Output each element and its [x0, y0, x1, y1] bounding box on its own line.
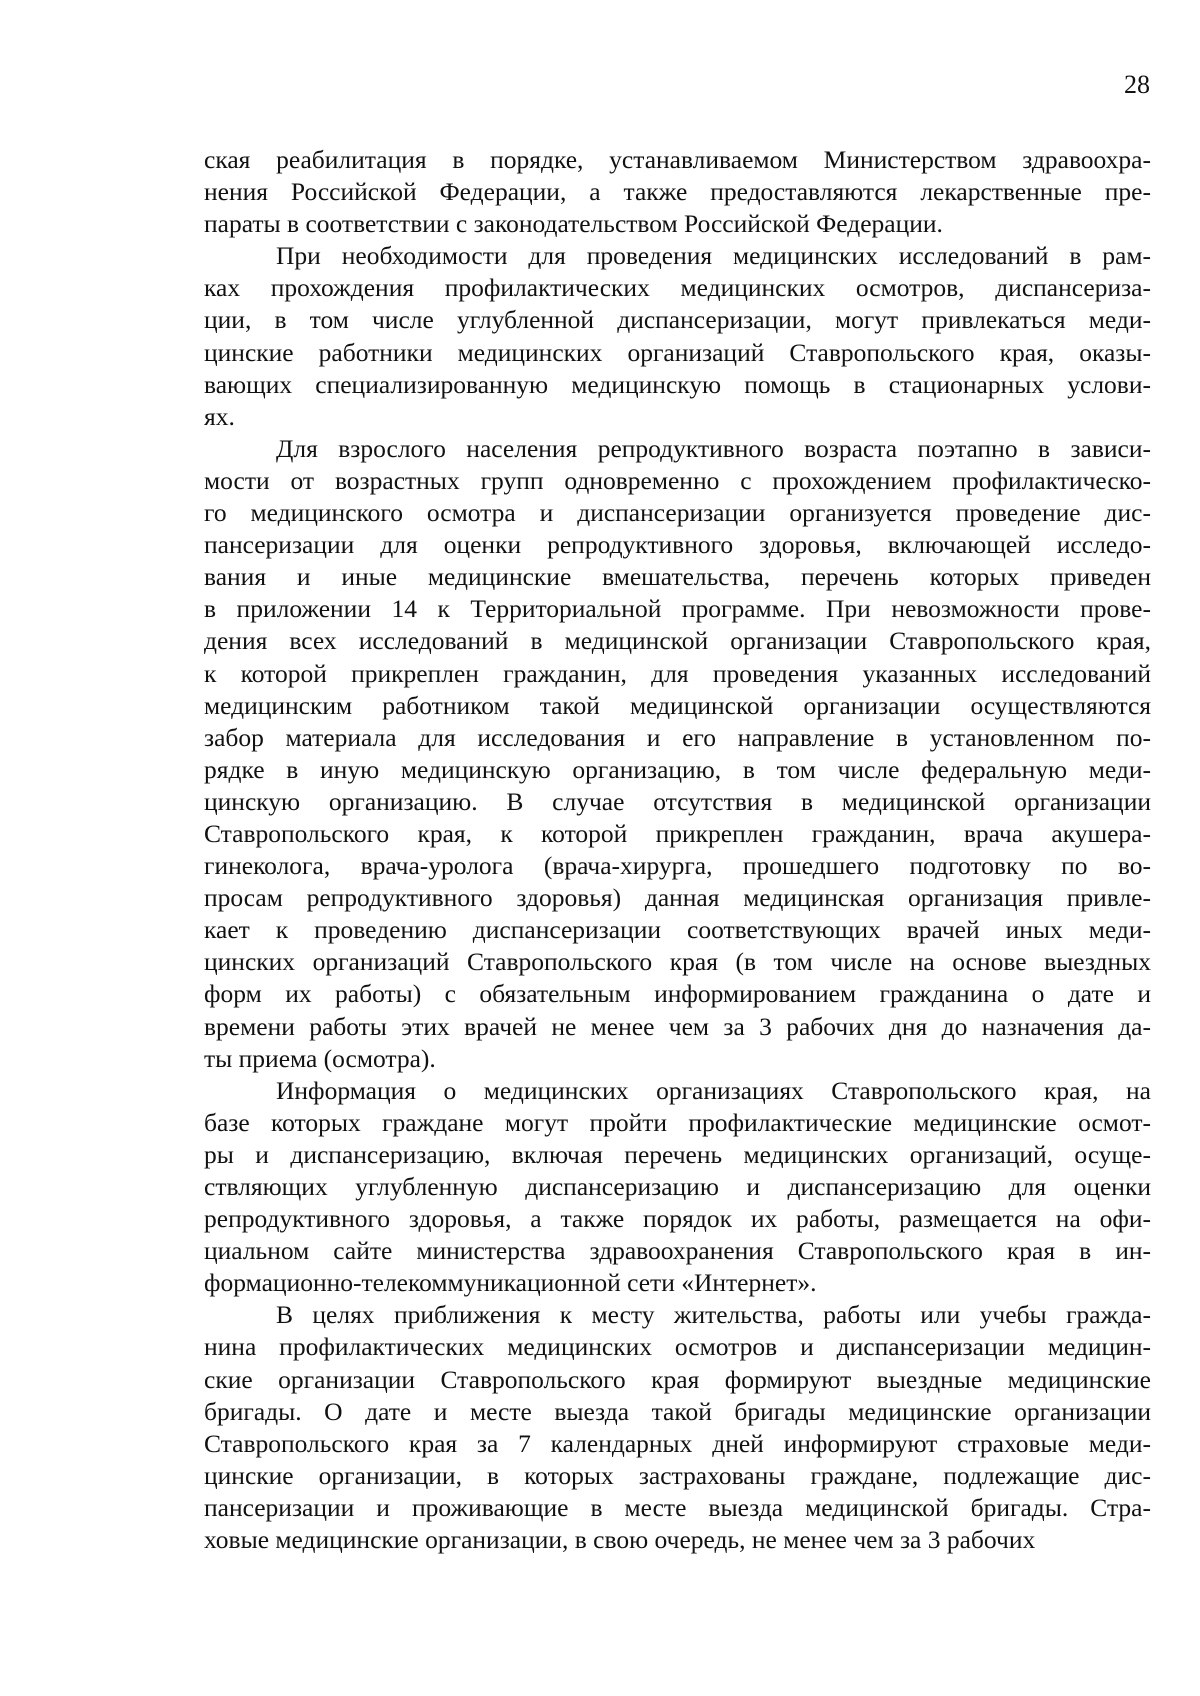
paragraph	[204, 1299, 1151, 1556]
text-line: Ставропольского края, к которой прикреплен гражданин, врача акушера-	[204, 818, 1151, 848]
text-line: забор материала для исследования и его направление в установленном по-	[204, 722, 1151, 752]
text-line: нения Российской Федерации, а также предоставляются лекарственные пре-	[204, 177, 1151, 207]
text-line: циальном сайте министерства здравоохранения Ставропольского края в ин-	[204, 1236, 1151, 1266]
page-number: 28	[1124, 70, 1150, 99]
document-body	[204, 144, 1151, 1556]
text-line: мости от возрастных групп одновременно с прохождением профилактическо-	[204, 465, 1151, 495]
text-line: вания и иные медицинские вмешательства, перечень которых приведен	[204, 562, 1151, 592]
text-line: вающих специализированную медицинскую помощь в стационарных услови-	[204, 369, 1151, 399]
text-line: пансеризации для оценки репродуктивного здоровья, включающей исследо-	[204, 530, 1151, 560]
text-line: цинских организаций Ставропольского края (в том числе на основе выездных	[204, 947, 1151, 977]
paragraph	[204, 144, 1151, 240]
text-line: цинские работники медицинских организаций Ставропольского края, оказы-	[204, 337, 1151, 367]
text-line: ты приема (осмотра).	[204, 1043, 436, 1073]
text-line: го медицинского осмотра и диспансеризации организуется проведение дис-	[204, 498, 1151, 528]
text-line: медицинским работником такой медицинской организации осуществляются	[204, 690, 1151, 720]
text-line: к которой прикреплен гражданин, для проведения указанных исследований	[204, 658, 1151, 688]
text-line: параты в соответствии с законодательством Российской Федерации.	[204, 209, 943, 239]
text-line: рядке в иную медицинскую организацию, в том числе федеральную меди-	[204, 754, 1151, 784]
text-line: При необходимости для проведения медицинских исследований в рам-	[276, 241, 1151, 271]
paragraph	[204, 240, 1151, 433]
text-line: В целях приближения к месту жительства, работы или учебы гражда-	[276, 1300, 1151, 1330]
text-line: ях.	[204, 401, 235, 431]
text-line: цинскую организацию. В случае отсутствия в медицинской организации	[204, 786, 1151, 816]
text-line: репродуктивного здоровья, а также порядок их работы, размещается на офи-	[204, 1204, 1151, 1234]
text-line: дения всех исследований в медицинской организации Ставропольского края,	[204, 626, 1151, 656]
text-line: формационно-телекоммуникационной сети «Интернет».	[204, 1268, 817, 1298]
text-line: Ставропольского края за 7 календарных дней информируют страховые меди-	[204, 1428, 1151, 1458]
text-line: Информация о медицинских организациях Ставропольского края, на	[276, 1075, 1151, 1105]
text-line: форм их работы) с обязательным информированием гражданина о дате и	[204, 979, 1151, 1009]
text-line: пансеризации и проживающие в месте выезда медицинской бригады. Стра-	[204, 1492, 1151, 1522]
text-line: ках прохождения профилактических медицинских осмотров, диспансериза-	[204, 273, 1151, 303]
text-line: Для взрослого населения репродуктивного возраста поэтапно в зависи-	[276, 433, 1151, 463]
text-line: гинеколога, врача-уролога (врача-хирурга, прошедшего подготовку по во-	[204, 851, 1151, 881]
text-line: ции, в том числе углубленной диспансеризации, могут привлекаться меди-	[204, 305, 1151, 335]
paragraph	[204, 433, 1151, 1075]
text-line: ствляющих углубленную диспансеризацию и диспансеризацию для оценки	[204, 1172, 1151, 1201]
text-line: нина профилактических медицинских осмотров и диспансеризации медицин-	[204, 1332, 1151, 1362]
text-line: в приложении 14 к Территориальной программе. При невозможности прове-	[204, 594, 1151, 624]
text-line: ская реабилитация в порядке, устанавливаемом Министерством здравоохра-	[204, 145, 1151, 174]
text-line: времени работы этих врачей не менее чем за 3 рабочих дня до назначения да-	[204, 1011, 1151, 1041]
paragraph	[204, 1075, 1151, 1300]
text-line: ры и диспансеризацию, включая перечень медицинских организаций, осуще-	[204, 1139, 1151, 1169]
text-line: кает к проведению диспансеризации соответствующих врачей иных меди-	[204, 915, 1151, 945]
text-line: цинские организации, в которых застрахованы граждане, подлежащие дис-	[204, 1460, 1151, 1490]
text-line: базе которых граждане могут пройти профилактические медицинские осмот-	[204, 1107, 1151, 1137]
text-line: просам репродуктивного здоровья) данная медицинская организация привле-	[204, 883, 1151, 913]
text-line: ские организации Ставропольского края формируют выездные медицинские	[204, 1364, 1151, 1394]
text-line: бригады. О дате и месте выезда такой бригады медицинские организации	[204, 1396, 1151, 1426]
text-line: ховые медицинские организации, в свою очередь, не менее чем за 3 рабочих	[204, 1525, 1036, 1555]
